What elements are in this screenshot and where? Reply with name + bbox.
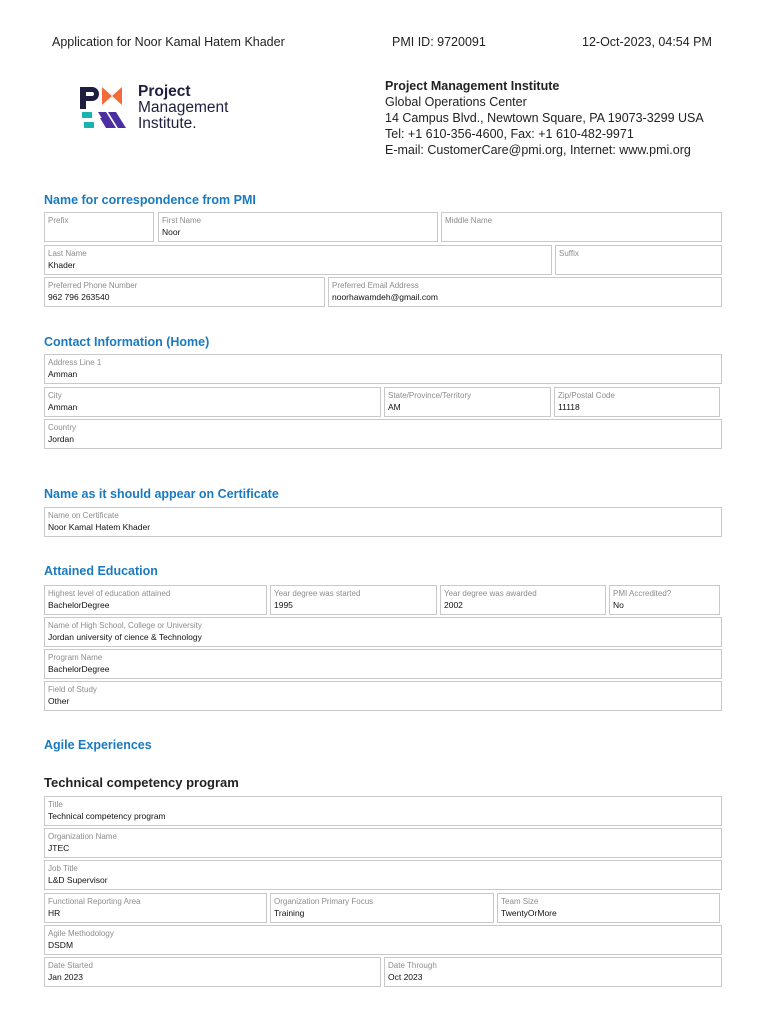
field-label: Highest level of education attained (48, 589, 171, 598)
section-education: Attained Education (44, 564, 158, 578)
team-size-field (497, 893, 720, 923)
field-label: First Name (162, 216, 202, 225)
application-title: Application for Noor Kamal Hatem Khader (52, 35, 285, 49)
field-label: Preferred Email Address (332, 281, 419, 290)
field-value: Technical competency program (48, 811, 166, 821)
country-field (44, 419, 722, 449)
field-value: DSDM (48, 940, 74, 950)
field-label: City (48, 391, 62, 400)
field-value: BachelorDegree (48, 664, 110, 674)
field-value: 1995 (274, 600, 293, 610)
certificate-name-field (44, 507, 722, 537)
logo-line-1: Project (138, 83, 191, 100)
pmi-logo-icon (78, 84, 130, 136)
field-of-study-field (44, 681, 722, 711)
experience-title-field (44, 796, 722, 826)
field-label: Middle Name (445, 216, 493, 225)
field-label: Program Name (48, 653, 103, 662)
pmi-logo-text (138, 84, 228, 132)
field-value: Amman (48, 402, 78, 412)
org-line-3: Tel: +1 610-356-4600, Fax: +1 610-482-9971 (385, 127, 634, 141)
field-value: 2002 (444, 600, 463, 610)
field-label: Agile Methodology (48, 929, 114, 938)
field-value: TwentyOrMore (501, 908, 557, 918)
print-datetime: 12-Oct-2023, 04:54 PM (582, 35, 712, 49)
org-line-2: 14 Campus Blvd., Newtown Square, PA 19073-3299 USA (385, 111, 704, 125)
logo-line-3: Institute. (138, 115, 197, 132)
phone-field (44, 277, 325, 307)
year-started-field (270, 585, 437, 615)
program-name-field (44, 649, 722, 679)
city-field (44, 387, 381, 417)
field-value: Oct 2023 (388, 972, 423, 982)
field-label: Zip/Postal Code (558, 391, 615, 400)
logo-line-2: Management (138, 99, 229, 116)
zip-field (554, 387, 720, 417)
field-value: L&D Supervisor (48, 875, 108, 885)
field-value: Training (274, 908, 305, 918)
field-label: Name of High School, College or University (48, 621, 202, 630)
functional-area-field (44, 893, 267, 923)
last-name-field (44, 245, 552, 275)
org-focus-field (270, 893, 494, 923)
organization-name-field (44, 828, 722, 858)
prefix-field (44, 212, 154, 242)
field-value: Other (48, 696, 70, 706)
field-label: Name on Certificate (48, 511, 119, 520)
field-label: Country (48, 423, 77, 432)
field-value: 11118 (558, 402, 580, 412)
first-name-field (158, 212, 438, 242)
org-line-1: Global Operations Center (385, 95, 527, 109)
field-label: Last Name (48, 249, 87, 258)
field-value: AM (388, 402, 401, 412)
field-label: Organization Name (48, 832, 117, 841)
field-value: JTEC (48, 843, 70, 853)
section-agile: Agile Experiences (44, 738, 152, 752)
email-field (328, 277, 722, 307)
field-value: Noor (162, 227, 181, 237)
field-label: Suffix (559, 249, 579, 258)
field-label: Address Line 1 (48, 358, 102, 367)
date-through-field (384, 957, 722, 987)
suffix-field (555, 245, 722, 275)
field-value: Jordan (48, 434, 74, 444)
date-started-field (44, 957, 381, 987)
field-label: Date Through (388, 961, 437, 970)
field-value: HR (48, 908, 61, 918)
field-label: Preferred Phone Number (48, 281, 138, 290)
field-value: Jan 2023 (48, 972, 83, 982)
field-value: Amman (48, 369, 78, 379)
section-contact: Contact Information (Home) (44, 335, 210, 349)
field-value: BachelorDegree (48, 600, 110, 610)
field-label: Title (48, 800, 63, 809)
field-value: Noor Kamal Hatem Khader (48, 522, 151, 532)
field-label: Organization Primary Focus (274, 897, 374, 906)
field-label: Functional Reporting Area (48, 897, 141, 906)
org-address-block (385, 78, 704, 158)
section-certificate: Name as it should appear on Certificate (44, 487, 279, 501)
field-label: Team Size (501, 897, 539, 906)
field-label: Year degree was awarded (444, 589, 537, 598)
field-label: PMI Accredited? (613, 589, 672, 598)
field-value: Jordan university of cience & Technology (48, 632, 202, 642)
field-value: No (613, 600, 624, 610)
experience-heading: Technical competency program (44, 775, 239, 790)
field-label: Date Started (48, 961, 93, 970)
pmi-accredited-field (609, 585, 720, 615)
state-field (384, 387, 551, 417)
address-line-1-field (44, 354, 722, 384)
education-level-field (44, 585, 267, 615)
field-label: Field of Study (48, 685, 97, 694)
agile-methodology-field (44, 925, 722, 955)
field-label: State/Province/Territory (388, 391, 472, 400)
middle-name-field (441, 212, 722, 242)
school-name-field (44, 617, 722, 647)
field-label: Prefix (48, 216, 69, 225)
field-value: 962 796 263540 (48, 292, 110, 302)
section-name-correspondence: Name for correspondence from PMI (44, 193, 256, 207)
field-value: Khader (48, 260, 76, 270)
field-value: noorhawamdeh@gmail.com (332, 292, 438, 302)
org-line-4: E-mail: CustomerCare@pmi.org, Internet: www.pmi.org (385, 143, 691, 157)
org-name: Project Management Institute (385, 79, 560, 93)
year-awarded-field (440, 585, 606, 615)
job-title-field (44, 860, 722, 890)
pmi-id: PMI ID: 9720091 (392, 35, 486, 49)
field-label: Job Title (48, 864, 78, 873)
field-label: Year degree was started (274, 589, 361, 598)
